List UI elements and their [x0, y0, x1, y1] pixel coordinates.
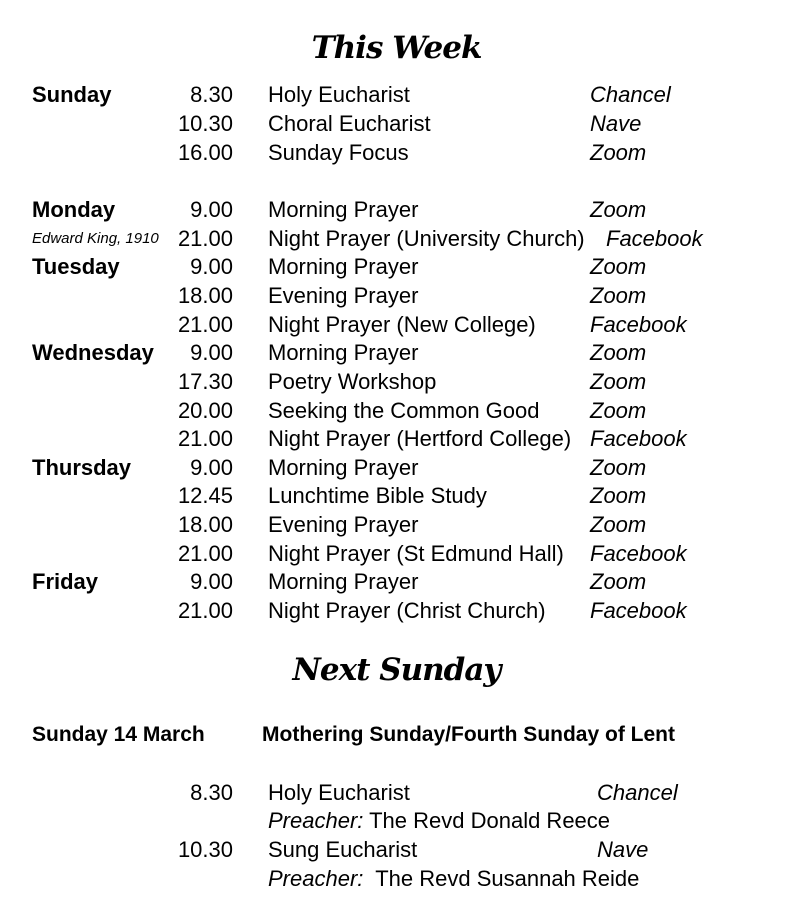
service-name: Night Prayer (Christ Church) — [268, 598, 546, 623]
service-name: Morning Prayer — [268, 340, 419, 365]
next-sunday-date: Sunday 14 March — [32, 723, 205, 746]
service-name: Sunday Focus — [268, 140, 409, 165]
service-location: Zoom — [590, 283, 647, 308]
schedule-row — [0, 253, 793, 281]
day-label: Thursday — [32, 455, 132, 480]
service-location: Chancel — [590, 82, 671, 107]
service-name: Morning Prayer — [268, 455, 419, 480]
schedule-row — [0, 597, 793, 625]
service-name: Lunchtime Bible Study — [268, 483, 487, 508]
preacher-label: Preacher: — [268, 866, 364, 891]
service-location: Zoom — [590, 254, 647, 279]
service-time: 21.00 — [177, 312, 233, 337]
next-sunday-occasion: Mothering Sunday/Fourth Sunday of Lent — [262, 723, 675, 746]
schedule-row — [0, 540, 793, 568]
schedule-row — [0, 196, 793, 224]
next-sunday-service — [0, 836, 793, 864]
service-location: Zoom — [590, 569, 647, 594]
service-name: Evening Prayer — [268, 283, 419, 308]
service-location: Zoom — [590, 197, 647, 222]
service-location: Zoom — [590, 483, 647, 508]
schedule-row — [0, 139, 793, 167]
service-location: Zoom — [590, 340, 647, 365]
service-time: 9.00 — [190, 340, 233, 365]
service-location: Zoom — [590, 140, 647, 165]
service-location: Nave — [597, 837, 649, 862]
service-time: 9.00 — [190, 569, 233, 594]
service-location: Zoom — [590, 455, 647, 480]
service-name: Holy Eucharist — [268, 780, 410, 805]
next-sunday-service — [0, 779, 793, 807]
next-sunday-heading: Next Sunday — [292, 652, 501, 688]
service-name: Morning Prayer — [268, 197, 419, 222]
service-time: 21.00 — [177, 541, 233, 566]
service-location: Nave — [590, 111, 642, 136]
service-location: Facebook — [606, 226, 703, 251]
service-name: Evening Prayer — [268, 512, 419, 537]
service-name: Night Prayer (Hertford College) — [268, 426, 572, 451]
schedule-row — [0, 339, 793, 367]
service-location: Facebook — [590, 598, 687, 623]
schedule-row — [0, 397, 793, 425]
service-name: Choral Eucharist — [268, 111, 431, 136]
service-time: 16.00 — [177, 140, 233, 165]
service-time: 18.00 — [177, 512, 233, 537]
service-time: 21.00 — [177, 226, 233, 251]
day-label: Sunday — [32, 82, 112, 107]
schedule-row — [0, 368, 793, 396]
schedule-row — [0, 425, 793, 453]
service-time: 9.00 — [190, 197, 233, 222]
service-location: Facebook — [590, 312, 687, 337]
service-name: Sung Eucharist — [268, 837, 418, 862]
schedule-row — [0, 311, 793, 339]
service-time: 21.00 — [177, 426, 233, 451]
service-location: Zoom — [590, 369, 647, 394]
preacher-row — [0, 807, 793, 835]
schedule-row — [0, 511, 793, 539]
day-label: Tuesday — [32, 254, 120, 279]
this-week-heading: This Week — [311, 30, 482, 66]
schedule-row — [0, 568, 793, 596]
preacher-line — [268, 807, 610, 835]
service-name: Seeking the Common Good — [268, 398, 540, 423]
preacher-name: The Revd Susannah Reide — [375, 866, 640, 891]
service-location: Facebook — [590, 426, 687, 451]
day-label: Wednesday — [32, 340, 154, 365]
service-time: 9.00 — [190, 455, 233, 480]
service-name: Poetry Workshop — [268, 369, 437, 394]
service-location: Facebook — [590, 541, 687, 566]
service-time: 10.30 — [177, 837, 233, 862]
service-name: Holy Eucharist — [268, 82, 410, 107]
service-time: 18.00 — [177, 283, 233, 308]
service-name: Night Prayer (University Church) — [268, 226, 585, 251]
schedule-row — [0, 110, 793, 138]
day-label: Monday — [32, 197, 116, 222]
service-location: Chancel — [597, 780, 678, 805]
schedule-row — [0, 482, 793, 510]
service-location: Zoom — [590, 512, 647, 537]
preacher-name: The Revd Donald Reece — [369, 808, 611, 833]
service-time: 9.00 — [190, 254, 233, 279]
saint-commemoration: Edward King, 1910 — [32, 230, 159, 247]
service-name: Night Prayer (New College) — [268, 312, 536, 337]
service-time: 8.30 — [190, 780, 233, 805]
service-time: 17.30 — [177, 369, 233, 394]
schedule-row — [0, 81, 793, 109]
service-location: Zoom — [590, 398, 647, 423]
preacher-row — [0, 865, 793, 893]
service-time: 21.00 — [177, 598, 233, 623]
service-name: Morning Prayer — [268, 569, 419, 594]
service-name: Night Prayer (St Edmund Hall) — [268, 541, 564, 566]
preacher-line — [268, 865, 639, 893]
preacher-label: Preacher: — [268, 808, 364, 833]
service-time: 10.30 — [177, 111, 233, 136]
service-time: 12.45 — [177, 483, 233, 508]
service-time: 20.00 — [177, 398, 233, 423]
schedule-row — [0, 282, 793, 310]
day-label: Friday — [32, 569, 99, 594]
schedule-row — [0, 454, 793, 482]
service-name: Morning Prayer — [268, 254, 419, 279]
schedule-row — [0, 225, 793, 253]
service-time: 8.30 — [190, 82, 233, 107]
